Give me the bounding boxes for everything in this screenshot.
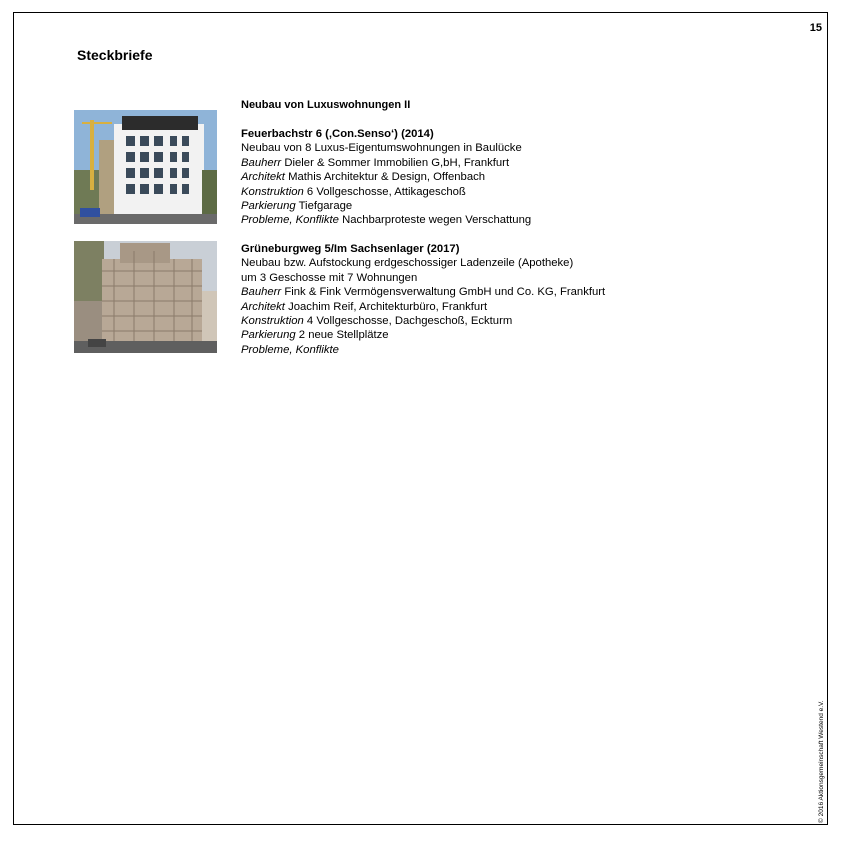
entry-probleme [241, 213, 531, 227]
entry-architekt [241, 170, 531, 184]
entry-title: Grüneburgweg 5/Im Sachsenlager (2017) [241, 243, 460, 255]
parkierung-value: 2 neue Stellplätze [295, 329, 389, 342]
architekt-value: Joachim Reif, Architekturbüro, Frankfurt [284, 300, 488, 313]
entry-bauherr [241, 156, 531, 170]
entry-probleme [241, 343, 605, 357]
parkierung-label: Parkierung [241, 329, 296, 342]
konstruktion-value: 4 Vollgeschosse, Dachgeschoß, Eckturm [303, 315, 513, 328]
section-title: Steckbriefe [77, 47, 153, 63]
photo-grueneburgweg [74, 241, 217, 353]
entry-parkierung [241, 328, 605, 342]
entry-feuerbachstr [241, 127, 531, 228]
entry-title: Feuerbachstr 6 (‚Con.Senso‘) (2014) [241, 128, 434, 140]
konstruktion-label: Konstruktion [241, 185, 304, 198]
entry-architekt [241, 300, 605, 314]
bauherr-value: Dieler & Sommer Immobilien G,bH, Frankfurt [281, 156, 510, 169]
parkierung-label: Parkierung [241, 200, 296, 213]
photo-feuerbachstr [74, 110, 217, 224]
entry-konstruktion [241, 314, 605, 328]
konstruktion-label: Konstruktion [241, 315, 304, 328]
probleme-label: Probleme, Konflikte [241, 343, 339, 356]
document-heading: Neubau von Luxuswohnungen II [241, 99, 411, 111]
architekt-value: Mathis Architektur & Design, Offenbach [284, 171, 486, 184]
probleme-value: Nachbarproteste wegen Verschattung [338, 214, 532, 227]
bauherr-label: Bauherr [241, 156, 282, 169]
entry-description: Neubau bzw. Aufstockung erdgeschossiger Ladenzeile (Apotheke) [241, 257, 574, 270]
architekt-label: Architekt [241, 300, 285, 313]
bauherr-value: Fink & Fink Vermögensverwaltung GmbH und Co. KG, Frankfurt [281, 286, 606, 299]
bauherr-label: Bauherr [241, 286, 282, 299]
entry-grueneburgweg [241, 242, 605, 357]
parkierung-value: Tiefgarage [295, 200, 353, 213]
page-number: 15 [809, 22, 822, 34]
entry-konstruktion [241, 185, 531, 199]
konstruktion-value: 6 Vollgeschosse, Attikageschoß [303, 185, 466, 198]
entry-description: Neubau von 8 Luxus-Eigentumswohnungen in Baulücke [241, 142, 522, 155]
entry-parkierung [241, 199, 531, 213]
architekt-label: Architekt [241, 171, 285, 184]
entry-bauherr [241, 285, 605, 299]
entry-description: um 3 Geschosse mit 7 Wohnungen [241, 271, 418, 284]
copyright-notice: © 2016 Aktionsgemeinschaft Westend e.V. [818, 700, 825, 823]
probleme-label: Probleme, Konflikte [241, 214, 339, 227]
